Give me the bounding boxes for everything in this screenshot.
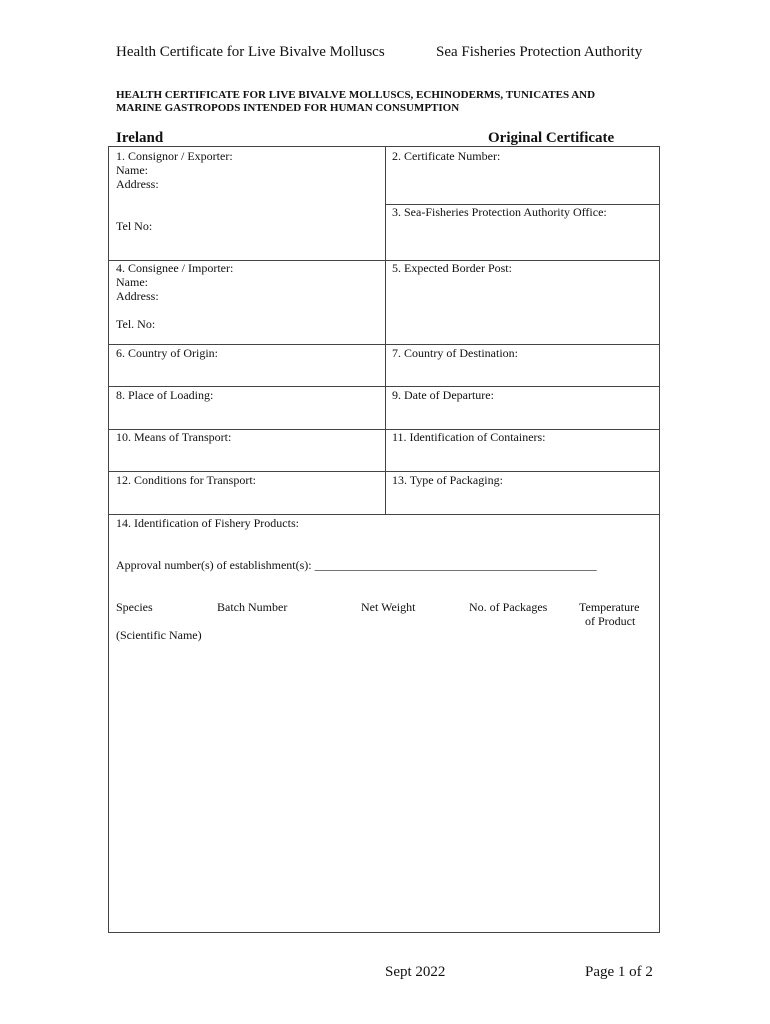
column-temperature: Temperature (579, 600, 640, 614)
title-line-2: MARINE GASTROPODS INTENDED FOR HUMAN CONSUMPTION (116, 102, 460, 114)
footer-page-number: Page 1 of 2 (585, 964, 653, 980)
field-border-post: 5. Expected Border Post: (392, 261, 512, 275)
field-means-transport: 10. Means of Transport: (116, 430, 232, 444)
column-packages: No. of Packages (469, 600, 548, 614)
column-species: Species (116, 600, 153, 614)
row-divider (109, 386, 660, 387)
field-consignor-name: Name: (116, 163, 148, 177)
field-container-id: 11. Identification of Containers: (392, 430, 546, 444)
column-batch-number: Batch Number (217, 600, 288, 614)
row-divider (109, 471, 660, 472)
row-divider (109, 514, 660, 515)
header-authority: Sea Fisheries Protection Authority (436, 44, 643, 60)
field-country-origin: 6. Country of Origin: (116, 346, 218, 360)
field-transport-conditions: 12. Conditions for Transport: (116, 473, 257, 487)
field-sfpa-office: 3. Sea-Fisheries Protection Authority Office: (392, 205, 607, 219)
field-certificate-number: 2. Certificate Number: (392, 149, 501, 163)
field-country-destination: 7. Country of Destination: (392, 346, 518, 360)
field-consignee-label: 4. Consignee / Importer: (116, 261, 234, 275)
field-fishery-products: 14. Identification of Fishery Products: (116, 516, 299, 530)
field-consignor-tel: Tel No: (116, 219, 153, 233)
column-net-weight: Net Weight (361, 600, 416, 614)
field-approval-number: Approval number(s) of establishment(s): _______________________________________________ (116, 558, 597, 572)
field-consignee-address: Address: (116, 289, 159, 303)
certificate-title (116, 89, 656, 115)
title-line-1: HEALTH CERTIFICATE FOR LIVE BIVALVE MOLLUSCS, ECHINODERMS, TUNICATES AND (116, 89, 596, 101)
field-consignee-name: Name: (116, 275, 148, 289)
field-packaging-type: 13. Type of Packaging: (392, 473, 503, 487)
field-date-departure: 9. Date of Departure: (392, 388, 494, 402)
column-temperature-sub: of Product (585, 614, 636, 628)
field-consignee-tel: Tel. No: (116, 317, 156, 331)
country-label: Ireland (116, 130, 164, 146)
field-consignor-address: Address: (116, 177, 159, 191)
field-place-loading: 8. Place of Loading: (116, 388, 214, 402)
certificate-form (108, 146, 660, 933)
footer-date: Sept 2022 (385, 964, 446, 980)
certificate-type: Original Certificate (488, 130, 615, 146)
column-divider (385, 147, 386, 514)
header-title: Health Certificate for Live Bivalve Molluscs (116, 44, 385, 60)
column-scientific-name: (Scientific Name) (116, 628, 202, 642)
row-divider (109, 344, 660, 345)
field-consignor-label: 1. Consignor / Exporter: (116, 149, 233, 163)
